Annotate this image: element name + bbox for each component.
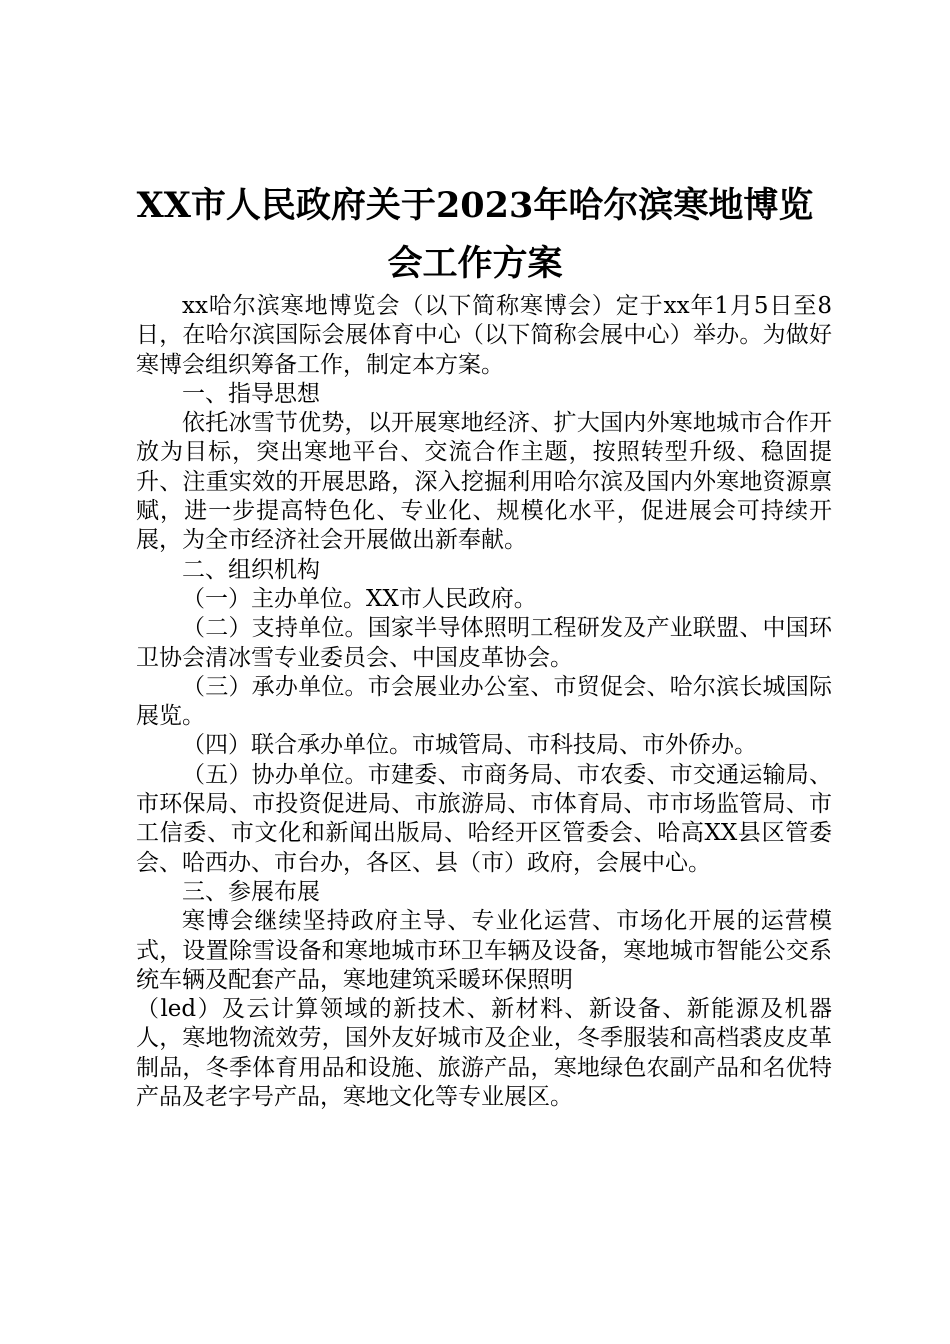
- title-xx: XX: [136, 185, 191, 226]
- paragraph-exhibition-layout-continued: （led）及云计算领域的新技术、新材料、新设备、新能源及机器人，寒地物流效劳，国外友好城市及企业，冬季服装和高档裘皮皮革制品，冬季体育用品和设施、旅游产品，寒地绿色农副产品和名优特产品及老字号产品，寒地文化等专业展区。: [136, 996, 832, 1111]
- document-title-line-2: 会工作方案: [387, 243, 563, 284]
- paragraph-exhibition-layout: 寒博会继续坚持政府主导、专业化运营、市场化开展的运营模式，设置除雪设备和寒地城市环卫车辆及设备，寒地城市智能公交系统车辆及配套产品，寒地建筑采暖环保照明: [136, 908, 832, 993]
- section-heading-guiding-ideology: 一、指导思想: [182, 380, 320, 407]
- paragraph-intro: xx哈尔滨寒地博览会（以下简称寒博会）定于xx年1月5日至8日，在哈尔滨国际会展体育中心（以下简称会展中心）举办。为做好寒博会组织筹备工作，制定本方案。: [136, 293, 832, 378]
- section-heading-exhibition-layout: 三、参展布展: [182, 878, 320, 905]
- title-text-b: 年哈尔滨寒地博览: [533, 185, 814, 226]
- paragraph-host-unit: （一）主办单位。XX市人民政府。: [182, 585, 537, 612]
- title-text-a: 市人民政府关于: [190, 185, 436, 226]
- section-heading-organization: 二、组织机构: [182, 556, 320, 583]
- title-year: 2023: [435, 185, 534, 226]
- paragraph-guiding-ideology: 依托冰雪节优势，以开展寒地经济、扩大国内外寒地城市合作开放为目标，突出寒地平台、交流合作主题，按照转型升级、稳固提升、注重实效的开展思路，深入挖掘利用哈尔滨及国内外寒地资源禀赋，进一步提高特色化、专业化、规模化水平，促进展会可持续开展，为全市经济社会开展做出新奉献。: [136, 410, 832, 554]
- paragraph-organizer-units: （三）承办单位。市会展业办公室、市贸促会、哈尔滨长城国际展览。: [136, 673, 832, 730]
- paragraph-co-organizers: （五）协办单位。市建委、市商务局、市农委、市交通运输局、市环保局、市投资促进局、市旅游局、市体育局、市市场监管局、市工信委、市文化和新闻出版局、哈经开区管委会、哈高XX县区管委会、哈西办、市台办，各区、县（市）政府，会展中心。: [136, 761, 832, 876]
- document-body: [136, 292, 832, 1112]
- paragraph-joint-organizers: （四）联合承办单位。市城管局、市科技局、市外侨办。: [182, 732, 757, 759]
- paragraph-support-units: （二）支持单位。国家半导体照明工程研发及产业联盟、中国环卫协会清冰雪专业委员会、中国皮革协会。: [136, 615, 832, 671]
- document-title-line-1: [100, 176, 850, 236]
